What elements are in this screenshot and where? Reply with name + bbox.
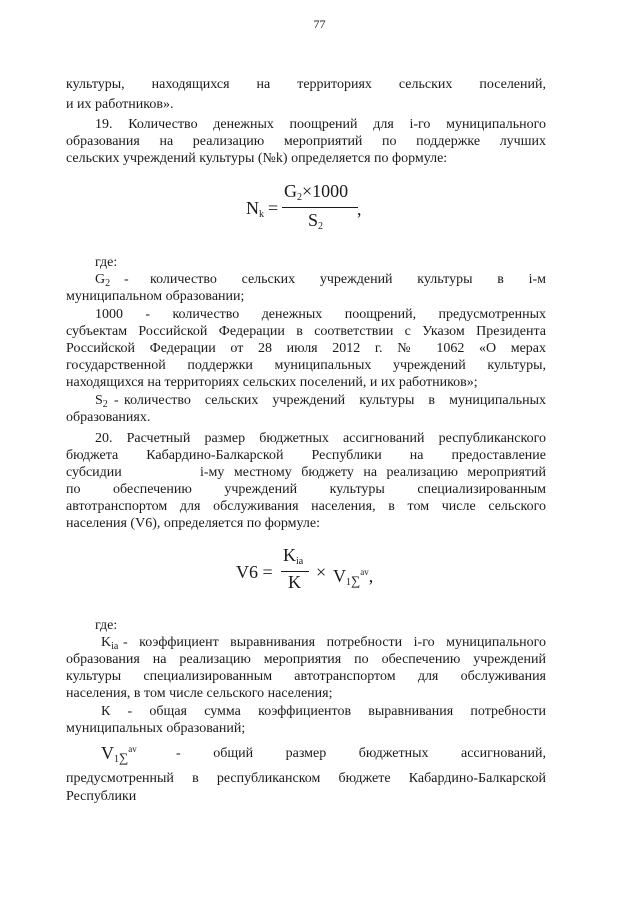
formula-symbol: S [308, 210, 319, 230]
text-line: К - общая сумма коэффициентов выравнивания потребности [101, 704, 546, 719]
symbol-s: S [95, 393, 103, 408]
text-line: культуры, находящихся на территориях сельских поселений, [66, 77, 546, 92]
formula-symbol: K [288, 572, 301, 592]
text-line: образованиях. [66, 410, 151, 425]
text-line: образования на реализацию мероприятий по поддержке лучших [66, 134, 546, 149]
text-line: образования на реализацию мероприятия по обеспечению учреждений [66, 652, 546, 667]
text-line: бюджета Кабардино-Балкарской Республики на предоставление [66, 448, 546, 463]
formula-times: × [316, 562, 327, 582]
text-line: населения (V6), определяется по формуле: [66, 516, 320, 531]
text-line: количество сельских учреждений культуры в муниципальных [124, 393, 546, 408]
text-line: населения, в том числе сельского населения; [66, 686, 333, 701]
text-line: предусмотренный в республиканском бюджете Кабардино-Балкарской [66, 771, 546, 786]
formula-equals: = [268, 198, 279, 218]
fraction-bar [282, 207, 358, 208]
text-line: - коэффициент выравнивания потребности i-го муниципального [123, 635, 546, 650]
formula-subscript: k [259, 209, 264, 220]
text-line: 1000 - количество денежных поощрений, предусмотренных [95, 307, 546, 322]
formula-numerator-rest: ×1000 [302, 181, 349, 201]
symbol-dash: - [114, 393, 119, 408]
symbol-subscript: 2 [102, 399, 108, 410]
text-line: культуры специализированным автотранспортом для обслуживания [66, 669, 546, 684]
symbol-superscript: av [128, 744, 137, 754]
formula-symbol: G [284, 181, 297, 201]
symbol-subscript: ia [111, 641, 119, 652]
symbol-v: V [101, 743, 114, 763]
text-line: субсидии [66, 465, 122, 480]
text-line: и их работников». [66, 97, 174, 112]
formula-subscript: 2 [297, 192, 302, 203]
formula-symbol: K [283, 545, 296, 565]
text-line: муниципальном образовании; [66, 289, 245, 304]
symbol-g: G [95, 272, 106, 287]
formula-subscript: ia [296, 556, 304, 567]
formula-superscript: av [360, 567, 369, 577]
symbol-k: K [101, 635, 112, 650]
text-line: Республики [66, 789, 137, 804]
text-line: 19. Количество денежных поощрений для i-го муниципального [95, 117, 546, 132]
text-line: количество сельских учреждений культуры в i-м [150, 272, 546, 287]
symbol-subscript: 1 [114, 754, 119, 765]
text-line: автотранспортом для обслуживания населения, в том числе сельского [66, 499, 546, 514]
page-number: 77 [313, 17, 326, 31]
text-line: i-му местному бюджету на реализацию мероприятий [200, 465, 546, 480]
symbol-subscript: 2 [105, 278, 111, 289]
formula-symbol: V [333, 566, 346, 586]
text-line: муниципальных образований; [66, 721, 246, 736]
formula-subscript: 1 [346, 577, 351, 588]
text-line: по обеспечению учреждений культуры специализированным [66, 482, 546, 497]
formula-lhs: V6 = [236, 562, 273, 582]
text-line: сельских учреждений культуры (№k) определяется по формуле: [66, 151, 448, 166]
text-line: субъектам Российской Федерации в соответствии с Указом Президента [66, 324, 546, 339]
where-label: где: [95, 618, 118, 633]
text-line: 20. Расчетный размер бюджетных ассигнований республиканского [95, 431, 546, 446]
sum-icon: ∑ [119, 750, 129, 765]
text-line: государственной поддержки муниципальных учреждений культуры, [66, 358, 546, 373]
text-line: - общий размер бюджетных ассигнований, [176, 746, 546, 761]
symbol-dash: - [124, 272, 129, 287]
formula-comma: , [357, 199, 362, 219]
where-label: где: [95, 255, 118, 270]
sum-icon: ∑ [351, 573, 361, 588]
formula-symbol: N [246, 198, 259, 218]
formula-subscript: 2 [318, 221, 324, 232]
text-line: находящихся на территориях сельских поселений, и их работников»; [66, 375, 478, 390]
text-line: Российской Федерации от 28 июля 2012 г. № 1062 «О мерах [66, 341, 546, 356]
formula-comma: , [368, 566, 374, 586]
